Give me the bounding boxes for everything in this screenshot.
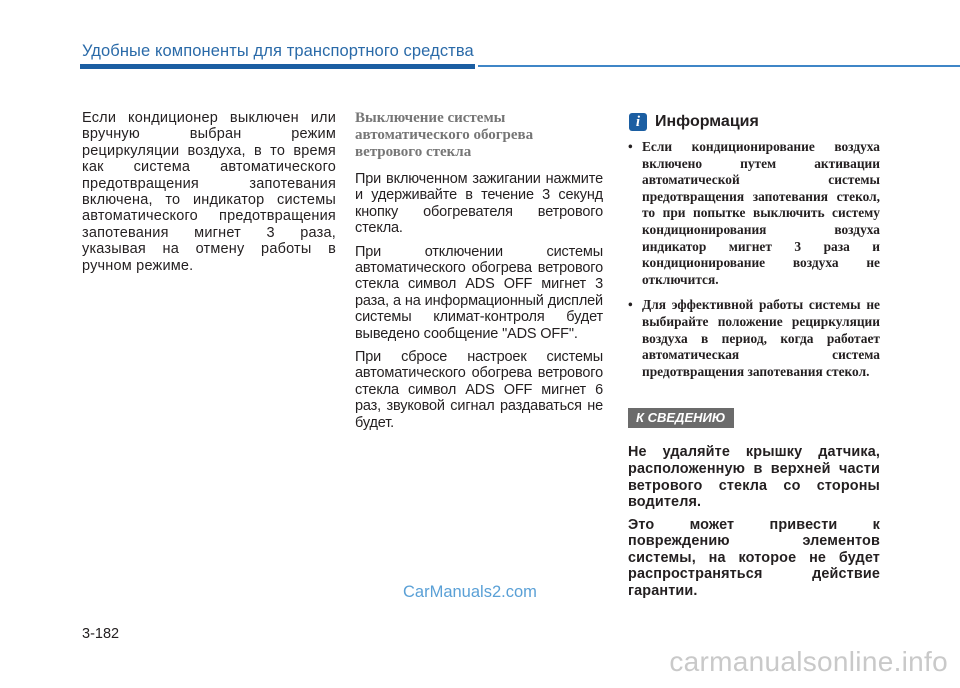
header-rule-dark: [80, 64, 475, 69]
body-paragraph: Если кондиционер выключен или вручную выбран режим рециркуляции воздуха, в то время как система автоматического предотвращения запотевания включена, то индикатор системы автоматического предотвращения запотевания мигнет 3 раза, указывая на отмену работы в ручном режиме.: [82, 110, 336, 274]
bullet-icon: •: [628, 297, 633, 313]
caution-paragraph: Не удаляйте крышку датчика, расположенную в верхней части ветрового стекла со стороны водителя.: [628, 444, 880, 511]
column-middle: [355, 110, 603, 438]
watermark-carmanuals2: CarManuals2.com: [403, 583, 537, 601]
information-list: [628, 139, 880, 380]
information-title: Информация: [655, 113, 759, 130]
list-item-text: Если кондиционирование воздуха включено путем активации автоматической системы предотвращения запотевания стекол, то при попытке выключить систему кондиционирования воздуха индикатор мигнет 3 раза и кондиционирование воздуха не отключится.: [642, 139, 880, 287]
column-right: [628, 110, 880, 606]
body-paragraph: При сбросе настроек системы автоматического обогрева ветрового стекла символ ADS OFF мигнет 6 раз, звуковой сигнал раздаваться не будет.: [355, 349, 603, 431]
info-icon: i: [629, 113, 647, 131]
caution-label: К СВЕДЕНИЮ: [628, 408, 734, 428]
subsection-heading: Выключение системы автоматического обогрева ветрового стекла: [355, 110, 534, 160]
list-item: [628, 297, 880, 380]
column-left: [82, 110, 336, 281]
information-header: [628, 113, 880, 131]
section-title: Удобные компоненты для транспортного средства: [82, 42, 474, 60]
header-rule-light: [478, 65, 960, 67]
body-paragraph: При включенном зажигании нажмите и удерживайте в течение 3 секунд кнопку обогревателя ветрового стекла.: [355, 171, 603, 237]
list-item: [628, 139, 880, 288]
caution-paragraph: Это может привести к повреждению элементов системы, на которое не будет распространяться действие гарантии.: [628, 516, 880, 600]
page-number: 3-182: [82, 626, 120, 642]
body-paragraph: При отключении системы автоматического обогрева ветрового стекла символ ADS OFF мигнет 3 раза, а на информационный дисплей системы климат-контроля будет выведено сообщение "ADS OFF".: [355, 243, 603, 342]
bullet-icon: •: [628, 139, 633, 154]
list-item-text: Для эффективной работы системы не выбирайте положение рециркуляции воздуха в период, когда работает автоматическая система предотвращения запотевания стекол.: [642, 297, 880, 379]
watermark-carmanualsonline: carmanualsonline.info: [669, 646, 948, 677]
